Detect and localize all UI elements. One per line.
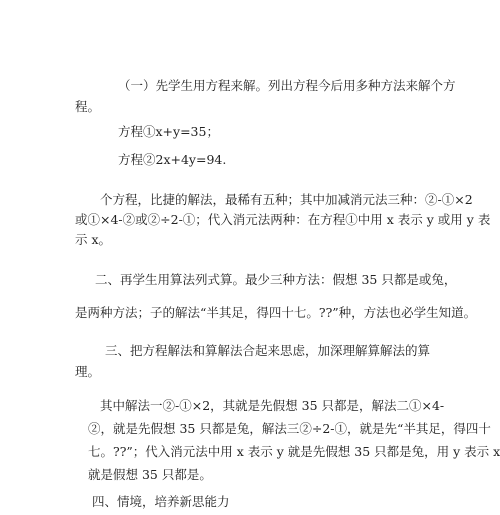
section-3-line-1: 三、把方程解法和算解法合起来思虑，加深理解算解法的算 — [105, 343, 431, 358]
paragraph-3-line-3: 七。??”；代入消元法中用 x 表示 y 就是先假想 35 只都是兔，用 y 表示 x — [88, 444, 500, 459]
section-3-line-2: 理。 — [75, 364, 101, 379]
paragraph-3-line-4: 就是假想 35 只都是。 — [88, 467, 212, 482]
paragraph-3-line-1: 其中解法一②-①×2，其就是先假想 35 只都是，解法二①×4- — [100, 398, 445, 413]
paragraph-1-line-2: 程。 — [75, 99, 101, 114]
paragraph-1-line-1: （一）先学生用方程来解。列出方程今后用多种方法来解个方 — [118, 78, 456, 93]
equation-1: 方程①x+y=35； — [118, 124, 219, 139]
section-2-line-1: 二、再学生用算法列式算。最少三种方法：假想 35 只都是或兔， — [95, 272, 457, 287]
paragraph-2-line-1: 个方程，比捷的解法，最稀有五种；其中加减消元法三种：②-①×2 — [100, 192, 473, 207]
section-4-heading: 四、情境，培养新思能力 — [92, 494, 230, 509]
section-2-line-2: 是两种方法；子的解法“半其足，得四十七。??”种，方法也必学生知道。 — [75, 305, 477, 320]
paragraph-2-line-3: 示 x。 — [75, 232, 112, 247]
paragraph-3-line-2: ②，就是先假想 35 只都是兔，解法三②÷2-①，就是先“半其足，得四十 — [88, 421, 491, 436]
paragraph-2-line-2: 或①×4-②或②÷2-①；代入消元法两种：在方程①中用 x 表示 y 或用 y 表 — [75, 212, 491, 227]
equation-2: 方程②2x+4y=94. — [118, 152, 227, 167]
